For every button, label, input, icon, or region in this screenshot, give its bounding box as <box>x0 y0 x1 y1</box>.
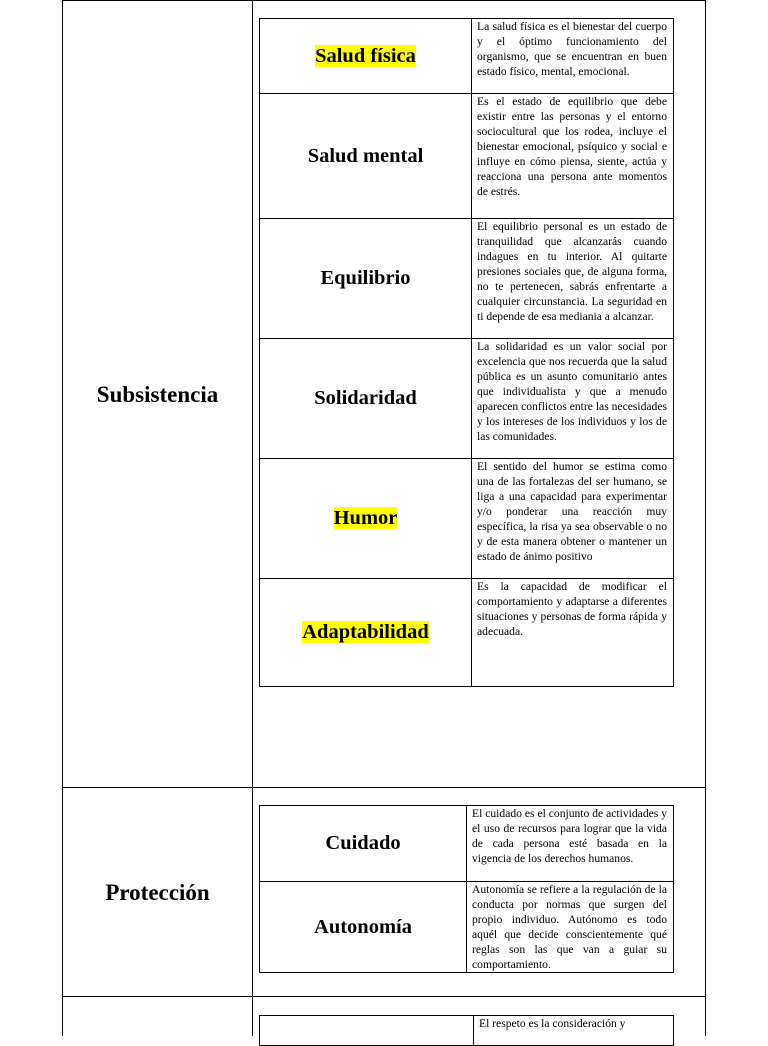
term-label: Autonomía <box>314 915 412 938</box>
table-row <box>260 94 674 219</box>
description-cell: Es la capacidad de modificar el comportamiento y adaptarse a diferentes situaciones y personas de forma rápida y adecuada. <box>472 579 674 687</box>
term-label: Salud física <box>315 44 416 67</box>
description-cell: Es el estado de equilibrio que debe existir entre las personas y el entorno sociocultural que los rodea, incluye el bienestar emocional, psíquico y social e influye en cómo piensa, siente, actúa y reacciona una persona ante momentos de estrés. <box>472 94 674 219</box>
term-label: Salud mental <box>307 144 424 167</box>
column-divider <box>252 997 253 1036</box>
section-partial <box>62 996 706 1036</box>
table-row <box>260 1016 674 1046</box>
description-cell: La salud física es el bienestar del cuerpo y el óptimo funcionamiento del organismo, que se encuentran en buen estado físico, mental, emocional. <box>472 19 674 94</box>
table-row <box>260 19 674 94</box>
term-label: Equilibrio <box>320 267 411 289</box>
term-cell <box>260 579 472 687</box>
term-label: Cuidado <box>325 832 401 854</box>
term-cell <box>260 19 472 94</box>
table-row <box>260 339 674 459</box>
column-divider <box>252 788 253 997</box>
partial-table <box>259 1015 674 1046</box>
term-cell <box>260 882 467 973</box>
category-label: Subsistencia <box>96 382 219 407</box>
term-label: Adaptabilidad <box>302 621 429 643</box>
description-cell: El equilibrio personal es un estado de tranquilidad que alcanzarás cuando indagues en tu interior. Al quitarte presiones sociales que, de alguna forma, no te pertenecen, sabrás enfrentarte a cualquier circunstancia. La seguridad en ti depende de esa mediania a alcanzar. <box>472 219 674 339</box>
proteccion-table <box>259 805 674 973</box>
table-row <box>260 219 674 339</box>
table-row <box>260 806 674 882</box>
section-proteccion <box>62 787 706 997</box>
term-cell <box>260 1016 474 1046</box>
description-cell: El respeto es la consideración y <box>474 1016 674 1046</box>
description-cell: El cuidado es el conjunto de actividades y el uso de recursos para lograr que la vida de cada persona esté basada en la vigencia de los derechos humanos. <box>467 806 674 882</box>
table-row <box>260 459 674 579</box>
term-cell <box>260 459 472 579</box>
table-row <box>260 579 674 687</box>
description-cell: El sentido del humor se estima como una de las fortalezas del ser humano, se liga a una capacidad para experimentar y/o ponderar una reacción muy específica, la risa ya sea observable o no y de esta manera obtener o mantener un estado de ánimo positivo <box>472 459 674 579</box>
column-divider <box>252 1 253 788</box>
term-label: Humor <box>333 507 398 529</box>
term-cell <box>260 339 472 459</box>
term-cell <box>260 219 472 339</box>
term-cell <box>260 94 472 219</box>
section-subsistencia <box>62 0 706 788</box>
description-cell: Autonomía se refiere a la regulación de la conducta por normas que surgen del propio individuo. Autónomo es todo aquél que decide conscientemente qué reglas son las que van a guiar su comportamiento. <box>467 882 674 973</box>
subsistencia-table <box>259 18 674 687</box>
description-cell: La solidaridad es un valor social por excelencia que nos recuerda que la salud pública es un asunto comunitario antes que individualista y que a menudo aparecen conflictos entre las necesidades y los intereses de los individuos y los de las comunidades. <box>472 339 674 459</box>
term-label: Solidaridad <box>314 387 417 409</box>
table-row <box>260 882 674 973</box>
term-cell <box>260 806 467 882</box>
category-label <box>63 997 252 1037</box>
category-label: Protección <box>105 880 210 905</box>
